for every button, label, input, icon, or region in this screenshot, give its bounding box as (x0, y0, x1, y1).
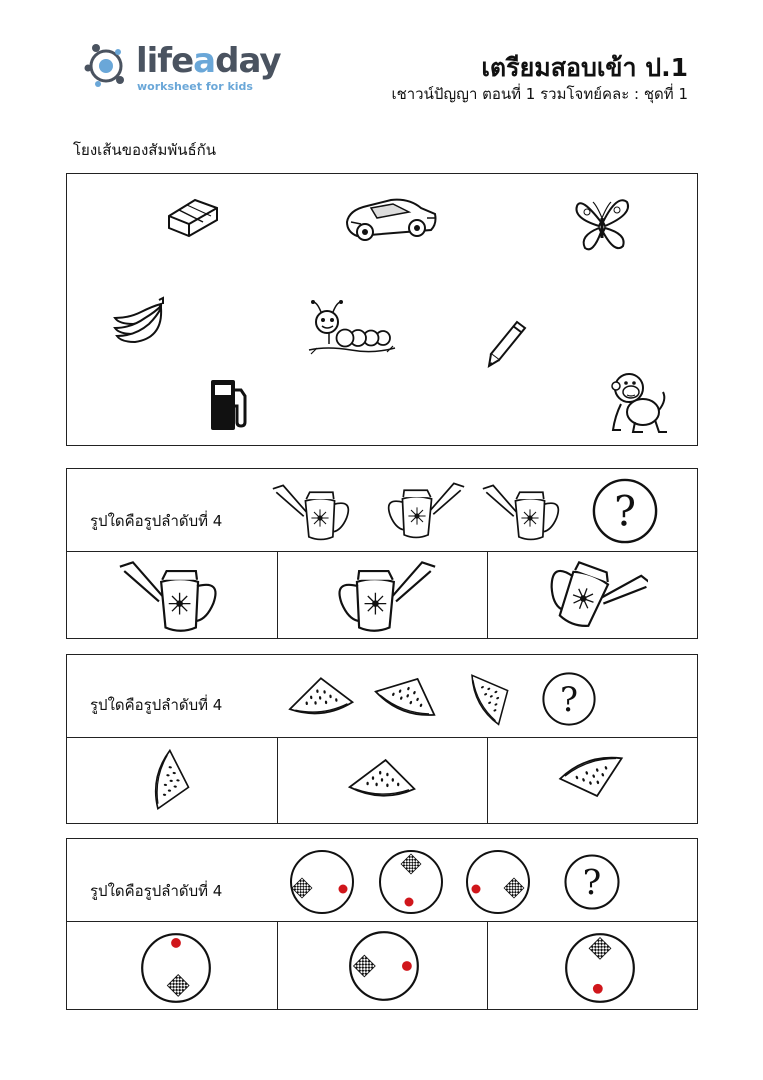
question-mark-icon (563, 853, 621, 911)
answer-option-3[interactable] (488, 922, 697, 1009)
question-3 (66, 838, 698, 1010)
caterpillar-icon (307, 298, 397, 358)
logo-word-accent: a (193, 41, 216, 81)
watermelon-slice-icon (373, 667, 443, 723)
watering-can-icon (271, 482, 357, 542)
page-title: เตรียมสอบเข้า ป.1 (481, 53, 688, 82)
question-mark-icon (591, 477, 659, 545)
question-mark-text: ? (614, 487, 636, 536)
watermelon-slice-icon (558, 748, 630, 806)
question-mark-text: ? (559, 680, 579, 719)
watering-can-icon (481, 482, 567, 542)
answer-option-3[interactable] (488, 552, 697, 638)
watermelon-slice-icon (285, 669, 355, 725)
logo-wordmark (136, 42, 281, 80)
page-subtitle: เชาวน์ปัญญา ตอนที่ 1 รวมโจทย์คละ : ชุดที่ 1 (391, 85, 688, 103)
circle-pattern-icon (140, 932, 212, 1004)
watering-can-icon (328, 558, 438, 634)
match-box (66, 173, 698, 446)
question-1 (66, 468, 698, 639)
answer-options (66, 738, 698, 824)
match-instruction: โยงเส้นของสัมพันธ์กัน (73, 141, 216, 159)
circle-pattern-icon (289, 849, 355, 915)
answer-options (66, 552, 698, 639)
gas-pump-icon (209, 378, 251, 432)
question-header (66, 654, 698, 738)
eraser-icon (165, 194, 221, 240)
pencil-icon (485, 318, 529, 368)
car-icon (343, 192, 439, 244)
banana-icon (111, 294, 167, 346)
question-label: รูปใดคือรูปลำดับที่ 4 (90, 882, 223, 900)
logo-icon (82, 40, 132, 90)
circle-pattern-icon (348, 930, 420, 1002)
question-header (66, 838, 698, 922)
answer-option-1[interactable] (67, 922, 278, 1009)
monkey-icon (607, 370, 669, 436)
answer-option-3[interactable] (488, 738, 697, 823)
watermelon-slice-icon (346, 752, 418, 806)
question-label: รูปใดคือรูปลำดับที่ 4 (90, 696, 223, 714)
circle-pattern-icon (378, 849, 444, 915)
answer-option-1[interactable] (67, 738, 278, 823)
question-header (66, 468, 698, 552)
watering-can-icon (380, 480, 466, 540)
question-mark-text: ? (582, 863, 602, 904)
question-label: รูปใดคือรูปลำดับที่ 4 (90, 512, 223, 530)
answer-option-2[interactable] (278, 922, 488, 1009)
circle-pattern-icon (564, 932, 636, 1004)
answer-option-2[interactable] (278, 552, 488, 638)
butterfly-icon (571, 192, 633, 258)
question-mark-icon (541, 671, 597, 727)
watermelon-slice-icon (461, 663, 523, 729)
answer-option-2[interactable] (278, 738, 488, 823)
answer-options (66, 922, 698, 1010)
watering-can-icon (538, 556, 648, 632)
logo-word-part: day (215, 41, 281, 81)
watermelon-slice-icon (139, 748, 205, 814)
logo-tagline: worksheet for kids (137, 80, 253, 93)
watering-can-icon (117, 558, 227, 634)
circle-pattern-icon (465, 849, 531, 915)
answer-option-1[interactable] (67, 552, 278, 638)
question-2 (66, 654, 698, 824)
logo-word-part: life (136, 41, 194, 81)
